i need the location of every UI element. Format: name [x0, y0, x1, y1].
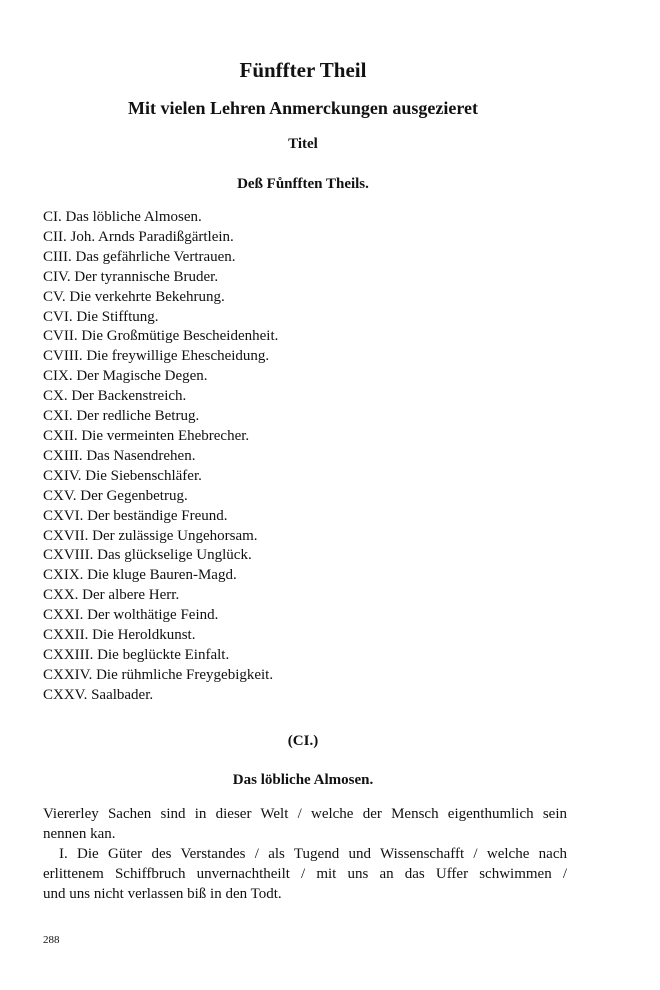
- text-line: nennen kan.: [43, 826, 116, 842]
- chapter-body: [43, 804, 567, 904]
- paragraph: [43, 804, 567, 844]
- toc-item: CXIII. Das Nasendrehen.: [43, 447, 196, 464]
- toc-item: CXVII. Der zulässige Ungehorsam.: [43, 527, 258, 544]
- part-title: Fünffter Theil: [239, 58, 367, 82]
- subtitle: Mit vielen Lehren Anmerckungen ausgezieret: [128, 98, 478, 118]
- toc-item: CV. Die verkehrte Bekehrung.: [43, 288, 225, 305]
- toc-item: CXII. Die vermeinten Ehebrecher.: [43, 427, 250, 444]
- paragraph-continuation: [43, 864, 567, 904]
- toc-item: CXXV. Saalbader.: [43, 686, 154, 703]
- titel-label: Titel: [288, 136, 318, 152]
- toc-item: CIII. Das gefährliche Vertrauen.: [43, 248, 236, 265]
- table-of-contents: [43, 208, 278, 706]
- toc-item: CVII. Die Großmütige Bescheidenheit.: [43, 328, 279, 345]
- toc-item: CIX. Der Magische Degen.: [43, 368, 208, 385]
- paragraph: [43, 844, 567, 864]
- toc-item: CXVIII. Das glückselige Unglück.: [43, 547, 252, 564]
- toc-item: CVIII. Die freywillige Ehescheidung.: [43, 348, 270, 365]
- toc-item: CI. Das löbliche Almosen.: [43, 209, 202, 225]
- text-line: und uns nicht verlassen biß in den Todt.: [43, 886, 282, 902]
- toc-item: CXXIV. Die rühmliche Freygebigkeit.: [43, 666, 274, 683]
- chapter-title: Das löbliche Almosen.: [232, 772, 374, 788]
- toc-item: CII. Joh. Arnds Paradißgärtlein.: [43, 228, 234, 245]
- toc-item: CXI. Der redliche Betrug.: [43, 408, 200, 425]
- toc-item: CXX. Der albere Herr.: [43, 587, 180, 604]
- toc-item: CXXI. Der wolthätige Feind.: [43, 607, 219, 624]
- text-line: erlittenem Schiffbruch unvernachtheilt / mit uns an das Uffer schwimmen /: [43, 866, 567, 882]
- page-number: 288: [43, 934, 60, 946]
- toc-item: CXXII. Die Heroldkunst.: [43, 627, 196, 644]
- toc-item: CXV. Der Gegenbetrug.: [43, 487, 188, 504]
- toc-item: CIV. Der tyrannische Bruder.: [43, 268, 219, 285]
- chapter-number: (CI.): [287, 733, 319, 749]
- toc-item: CX. Der Backenstreich.: [43, 388, 187, 405]
- toc-item: CXXIII. Die beglückte Einfalt.: [43, 646, 230, 663]
- toc-item: CXIV. Die Siebenschläfer.: [43, 467, 202, 484]
- toc-item: CVI. Die Stifftung.: [43, 308, 159, 325]
- text-line: I. Die Güter des Verstandes / als Tugend und Wissenschafft / welche nach: [59, 846, 567, 862]
- text-line: Viererley Sachen sind in dieser Welt / welche der Mensch eigenthumlich sein: [43, 806, 567, 822]
- section-heading: Deß Fůnfften Theils.: [237, 176, 369, 192]
- toc-item: CXVI. Der beständige Freund.: [43, 507, 228, 524]
- toc-item: CXIX. Die kluge Bauren-Magd.: [43, 567, 237, 584]
